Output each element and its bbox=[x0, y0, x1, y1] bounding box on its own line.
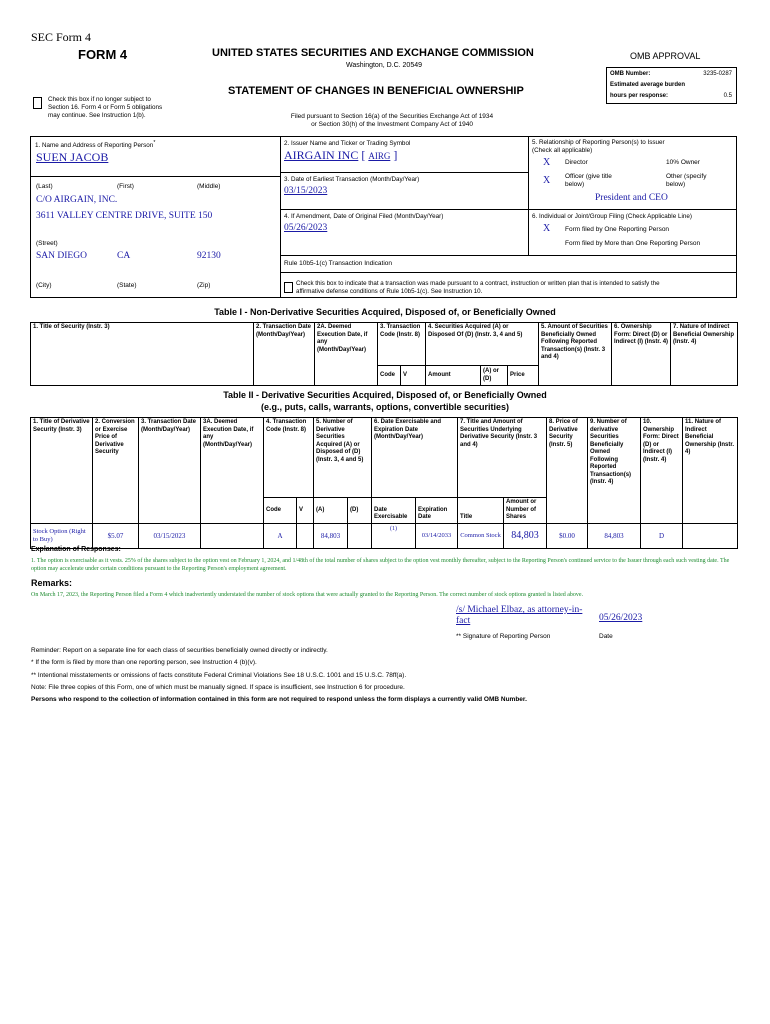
last-label: (Last) bbox=[36, 183, 53, 190]
omb-burden-label: Estimated average burden bbox=[610, 82, 686, 88]
table2-col3-header: 3. Transaction Date (Month/Day/Year) bbox=[139, 418, 201, 524]
table1-price-header: Price bbox=[508, 366, 539, 386]
table2-col4-header: 4. Transaction Code (Instr. 8) bbox=[264, 418, 314, 498]
table2-col1-header: 1. Title of Derivative Security (Instr. 3) bbox=[31, 418, 93, 524]
amendment-date: 05/26/2023 bbox=[284, 223, 328, 233]
agency-name: UNITED STATES SECURITIES AND EXCHANGE COMMISSION bbox=[212, 47, 534, 59]
footer-line-3: ** Intentional misstatements or omissions of facts constitute Federal Criminal Violations See 18 U.S.C. 1001 and 15 U.S.C. 78ff(a). bbox=[31, 671, 407, 679]
table2-col3a-header: 3A. Deemed Execution Date, if any (Month/Day/Year) bbox=[201, 418, 264, 524]
table1-col6-header: 6. Ownership Form: Direct (D) or Indirect (I) (Instr. 4) bbox=[612, 323, 671, 386]
omb-box bbox=[606, 67, 737, 104]
table2-col7-header: 7. Title and Amount of Securities Underlying Derivative Security (Instr. 3 and 4) bbox=[458, 418, 547, 498]
remarks-text: On March 17, 2023, the Reporting Person filed a Form 4 which inadvertently understated the number of stock options that were actually granted to the Reporting Person. The correct number of stock options granted is listed above. bbox=[31, 592, 584, 598]
state-value: CA bbox=[117, 251, 131, 261]
earliest-transaction-date: 03/15/2023 bbox=[284, 186, 328, 196]
table-row bbox=[31, 523, 738, 548]
no-longer-subject-text: Check this box if no longer subject to Section 16. Form 4 or Form 5 obligations may continue. See Instruction 1(b). bbox=[48, 96, 163, 119]
filing-more-label: Form filed by More than One Reporting Person bbox=[565, 240, 701, 247]
table2 bbox=[30, 417, 738, 549]
rule-label: Rule 10b5-1(c) Transaction Indication bbox=[284, 260, 393, 267]
table2-code-header: Code bbox=[264, 498, 297, 524]
signature-name: /s/ Michael Elbaz, as attorney-in-fact bbox=[456, 605, 583, 626]
table1-col7-header: 7. Nature of Indirect Beneficial Ownership (Instr. 4) bbox=[671, 323, 738, 386]
no-longer-subject-checkbox[interactable] bbox=[33, 97, 42, 109]
footer-notes bbox=[31, 645, 527, 706]
issuer-label: 2. Issuer Name and Ticker or Trading Symbol bbox=[284, 140, 411, 147]
table2-v-header: V bbox=[297, 498, 314, 524]
row-form: D bbox=[641, 523, 683, 548]
officer-label: Officer (give title below) bbox=[565, 173, 612, 188]
footer-line-5: Persons who respond to the collection of information contained in this form are not required to respond unless the form displays a currently valid OMB Number. bbox=[31, 696, 527, 704]
ten-percent-label: 10% Owner bbox=[666, 159, 700, 166]
table2-exercisable-header: Date Exercisable bbox=[372, 498, 416, 524]
table1-col2a-header: 2A. Deemed Execution Date, if any (Month/Day/Year) bbox=[315, 323, 378, 386]
table1-col1-header: 1. Title of Security (Instr. 3) bbox=[31, 323, 254, 386]
state-label: (State) bbox=[117, 282, 137, 289]
filing-one-mark: X bbox=[543, 223, 551, 234]
zip-label: (Zip) bbox=[197, 282, 211, 289]
remarks-heading: Remarks: bbox=[31, 578, 73, 588]
footer-line-4: Note: File three copies of this Form, one of which must be manually signed. If space is insufficient, see Instruction 6 for procedure. bbox=[31, 683, 405, 691]
officer-title: President and CEO bbox=[595, 193, 668, 203]
footer-line-1: Reminder: Report on a separate line for each class of securities beneficially owned directly or indirectly. bbox=[31, 647, 328, 654]
officer-mark: X bbox=[543, 175, 551, 186]
filing-one-label: Form filed by One Reporting Person bbox=[565, 226, 670, 233]
middle-label: (Middle) bbox=[197, 183, 221, 190]
table2-title: Table II - Derivative Securities Acquired, Disposed of, or Beneficially Owned (e.g., puts, calls, warrants, options, convertible securities) bbox=[223, 390, 547, 412]
form-title: FORM 4 bbox=[78, 47, 128, 62]
row-expiration: 03/14/2033 bbox=[416, 523, 458, 548]
explanation-note-1: 1. The option is exercisable as it vests. 25% of the shares subject to the option vest on February 1, 2024, and 1/48th of the total number of shares subject to the option vest monthly thereafter, subject to the Reporting Person's continued service to the Issuer through each such vesting date. The option may accelerate under certain conditions pursuant to the Reporting Person's employment agreement. bbox=[31, 558, 730, 572]
city-value: SAN DIEGO bbox=[36, 251, 87, 261]
table2-col2-header: 2. Conversion or Exercise Price of Derivative Security bbox=[93, 418, 139, 524]
filed-pursuant-text: Filed pursuant to Section 16(a) of the Securities Exchange Act of 1934 or Section 30(h) of the Investment Company Act of 1940 bbox=[290, 113, 494, 128]
table2-amount-header: Amount or Number of Shares bbox=[504, 498, 547, 524]
table2-col11-header: 11. Nature of Indirect Beneficial Ownership (Instr. 4) bbox=[683, 418, 738, 524]
table2-col6-header: 6. Date Exercisable and Expiration Date (Month/Day/Year) bbox=[372, 418, 458, 498]
statement-title: STATEMENT OF CHANGES IN BENEFICIAL OWNERSHIP bbox=[228, 85, 524, 97]
table2-a-header: (A) bbox=[314, 498, 348, 524]
row-date: 03/15/2023 bbox=[139, 523, 201, 548]
row-code: A bbox=[264, 523, 297, 548]
first-label: (First) bbox=[117, 183, 134, 190]
issuer-name-line: AIRGAIN INC [ AIRG ] bbox=[284, 148, 398, 162]
date-label: Date bbox=[599, 633, 613, 640]
table2-col8-header: 8. Price of Derivative Security (Instr. 5) bbox=[547, 418, 588, 524]
row-deemed-date bbox=[201, 523, 264, 548]
filing-label: 6. Individual or Joint/Group Filing (Check Applicable Line) bbox=[532, 213, 692, 220]
rule-text: Check this box to indicate that a transaction was made pursuant to a contract, instruction or written plan that is intended to satisfy the affirmative defense conditions of Rule 10b5-1(c). See Instruction 10. bbox=[296, 280, 660, 295]
row-exercisable: (1) bbox=[372, 523, 416, 548]
row-shares: 84,803 bbox=[504, 523, 547, 548]
rule-checkbox[interactable] bbox=[284, 282, 293, 293]
table1-amount-header: Amount bbox=[426, 366, 481, 386]
footer-line-2: * If the form is filed by more than one reporting person, see Instruction 4 (b)(v). bbox=[31, 659, 257, 667]
table2-col10-header: 10. Ownership Form: Direct (D) or Indirect (I) (Instr. 4) bbox=[641, 418, 683, 524]
zip-value: 92130 bbox=[197, 251, 221, 261]
omb-hours-value: 0.5 bbox=[723, 93, 732, 99]
amendment-label: 4. If Amendment, Date of Original Filed (Month/Day/Year) bbox=[284, 213, 444, 220]
row-title: Common Stock bbox=[458, 523, 504, 548]
row-security: Stock Option (Right to Buy) bbox=[31, 523, 93, 548]
table1-col5-header: 5. Amount of Securities Beneficially Owned Following Reported Transaction(s) (Instr. 3 and 4) bbox=[539, 323, 612, 386]
row-nature bbox=[683, 523, 738, 548]
director-label: Director bbox=[565, 159, 588, 166]
signature-label: ** Signature of Reporting Person bbox=[456, 633, 551, 640]
table1-col4-header: 4. Securities Acquired (A) or Disposed Of (D) (Instr. 3, 4 and 5) bbox=[426, 323, 539, 366]
row-price: $5.07 bbox=[93, 523, 139, 548]
table2-col9-header: 9. Number of derivative Securities Beneficially Owned Following Reported Transaction(s) (Instr. 4) bbox=[588, 418, 641, 524]
director-mark: X bbox=[543, 157, 551, 168]
other-label: Other (specify below) bbox=[666, 173, 707, 188]
signature-date: 05/26/2023 bbox=[599, 613, 643, 623]
earliest-transaction-label: 3. Date of Earliest Transaction (Month/Day/Year) bbox=[284, 176, 420, 183]
table1-v-header: V bbox=[401, 366, 426, 386]
sec-form-label: SEC Form 4 bbox=[31, 30, 92, 44]
table1-code-header: Code bbox=[378, 366, 401, 386]
reporting-person-name: SUEN JACOB bbox=[36, 150, 109, 164]
reporting-person-label: 1. Name and Address of Reporting Person* bbox=[35, 140, 156, 150]
street-label: (Street) bbox=[36, 240, 58, 247]
table1-aord-header: (A) or (D) bbox=[481, 366, 508, 386]
table2-title-header: Title bbox=[458, 498, 504, 524]
table2-d-header: (D) bbox=[348, 498, 372, 524]
row-d bbox=[348, 523, 372, 548]
row-v bbox=[297, 523, 314, 548]
address-line-2: 3611 VALLEY CENTRE DRIVE, SUITE 150 bbox=[36, 211, 213, 221]
table2-col5-header: 5. Number of Derivative Securities Acquired (A) or Disposed of (D) (Instr. 3, 4 and 5) bbox=[314, 418, 372, 498]
table1-title: Table I - Non-Derivative Securities Acquired, Disposed of, or Beneficially Owned bbox=[214, 307, 556, 317]
relationship-label: 5. Relationship of Reporting Person(s) to Issuer (Check all applicable) bbox=[532, 139, 665, 154]
row-owned: 84,803 bbox=[588, 523, 641, 548]
omb-hours-label: hours per response: bbox=[610, 93, 669, 99]
omb-number-label: OMB Number: bbox=[610, 71, 651, 77]
address-line-1: C/O AIRGAIN, INC. bbox=[36, 195, 118, 205]
table1-col2-header: 2. Transaction Date (Month/Day/Year) bbox=[254, 323, 315, 386]
row-deriv-price: $0.00 bbox=[547, 523, 588, 548]
agency-location: Washington, D.C. 20549 bbox=[346, 62, 423, 69]
omb-title: OMB APPROVAL bbox=[630, 51, 701, 61]
row-a: 84,803 bbox=[314, 523, 348, 548]
city-label: (City) bbox=[36, 282, 52, 289]
table1-col3-header: 3. Transaction Code (Instr. 8) bbox=[378, 323, 426, 366]
omb-number-value: 3235-0287 bbox=[703, 71, 732, 77]
table2-expiration-header: Expiration Date bbox=[416, 498, 458, 524]
explanation-heading: Explanation of Responses: bbox=[31, 546, 121, 553]
table1 bbox=[30, 322, 738, 386]
